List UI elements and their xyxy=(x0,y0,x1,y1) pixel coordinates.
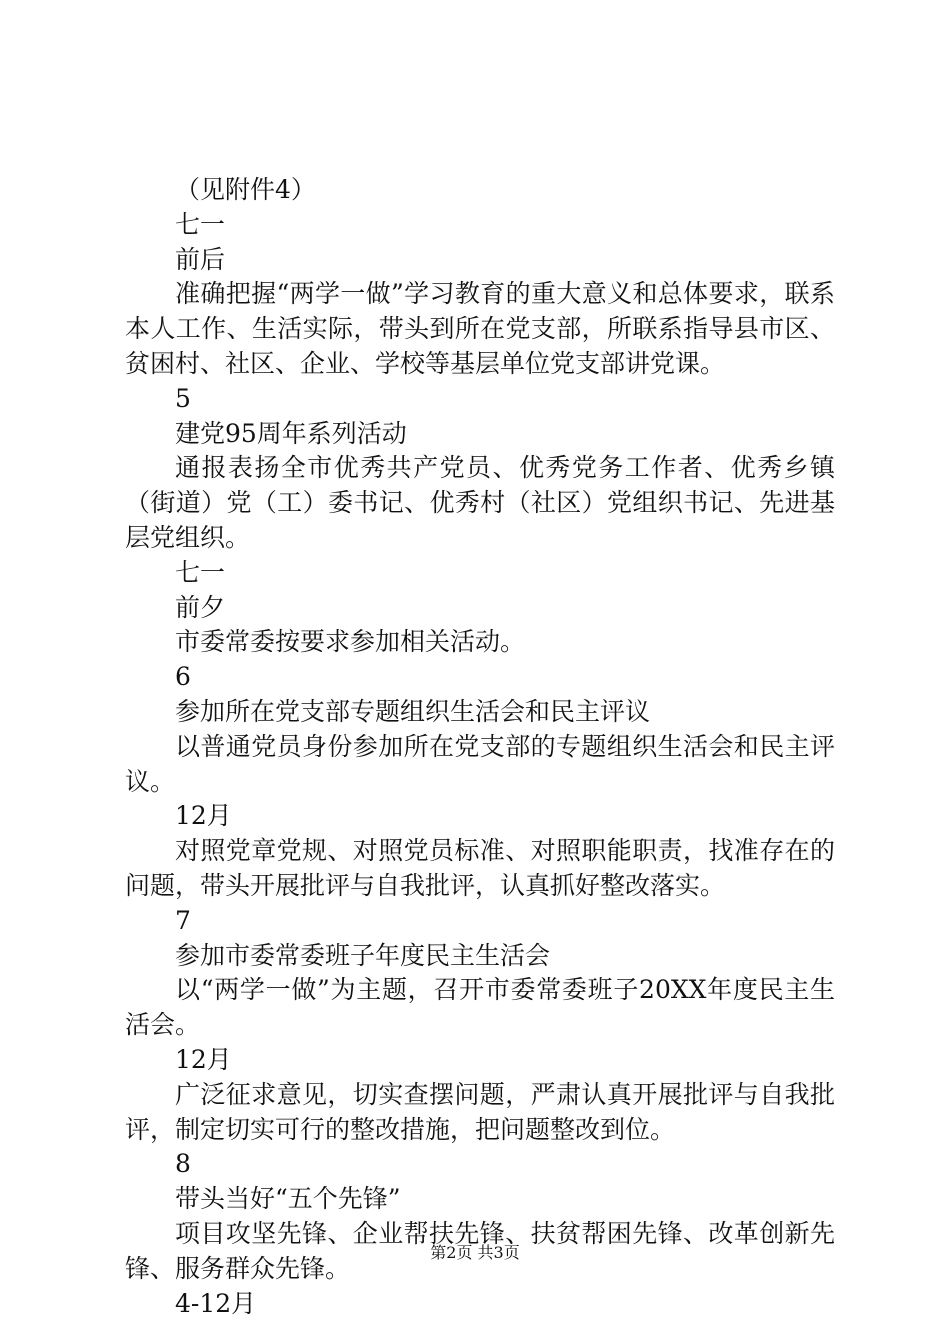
paragraph-date: 前夕 xyxy=(175,592,226,622)
paragraph-item-title: 建党95周年系列活动 xyxy=(175,418,407,448)
paragraph-body: 对照党章党规、对照党员标准、对照职能职责，找准存在的问题，带头开展批评与自我批评，认真抓好整改落实。 xyxy=(125,836,835,900)
paragraph-body: 广泛征求意见，切实查摆问题，严肃认真开展批评与自我批评，制定切实可行的整改措施，把问题整改到位。 xyxy=(125,1079,835,1144)
page-footer xyxy=(0,1242,950,1264)
paragraph-date: 七一 xyxy=(175,209,226,239)
paragraph-date: 4-12月 xyxy=(175,1288,257,1318)
paragraph-item-number: 8 xyxy=(175,1149,191,1179)
paragraph-attachment-note: （见附件4） xyxy=(175,175,316,204)
paragraph-item-title: 带头当好“五个先锋” xyxy=(175,1184,401,1214)
paragraph-date: 12月 xyxy=(175,1044,232,1074)
paragraph-body: 市委常委按要求参加相关活动。 xyxy=(175,627,526,657)
page-number-label: 第2页 共3页 xyxy=(430,1243,520,1262)
paragraph-date: 12月 xyxy=(175,801,232,831)
paragraph-item-number: 5 xyxy=(175,383,191,413)
paragraph-body: 项目攻坚先锋、企业帮扶先锋、扶贫帮困先锋、改革创新先锋、服务群众先锋。 xyxy=(125,1218,835,1283)
paragraph-item-number: 7 xyxy=(175,905,191,935)
paragraph-item-title: 参加市委常委班子年度民主生活会 xyxy=(175,940,551,970)
paragraph-date: 七一 xyxy=(175,557,226,587)
paragraph-body: 以“两学一做”为主题，召开市委常委班子20XX年度民主生活会。 xyxy=(125,975,835,1040)
paragraph-body: 通报表扬全市优秀共产党员、优秀党务工作者、优秀乡镇（街道）党（工）委书记、优秀村（社区）党组织书记、先进基层党组织。 xyxy=(125,453,835,552)
paragraph-body: 以普通党员身份参加所在党支部的专题组织生活会和民主评议。 xyxy=(125,731,835,796)
paragraph-body: 准确把握“两学一做”学习教育的重大意义和总体要求，联系本人工作、生活实际，带头到所在党支部，所联系指导县市区、贫困村、社区、企业、学校等基层单位党支部讲党课。 xyxy=(125,279,835,378)
paragraph-item-number: 6 xyxy=(175,662,191,692)
paragraph-item-title: 参加所在党支部专题组织生活会和民主评议 xyxy=(175,696,651,726)
paragraph-date: 前后 xyxy=(175,244,226,274)
document-body xyxy=(125,173,835,1321)
